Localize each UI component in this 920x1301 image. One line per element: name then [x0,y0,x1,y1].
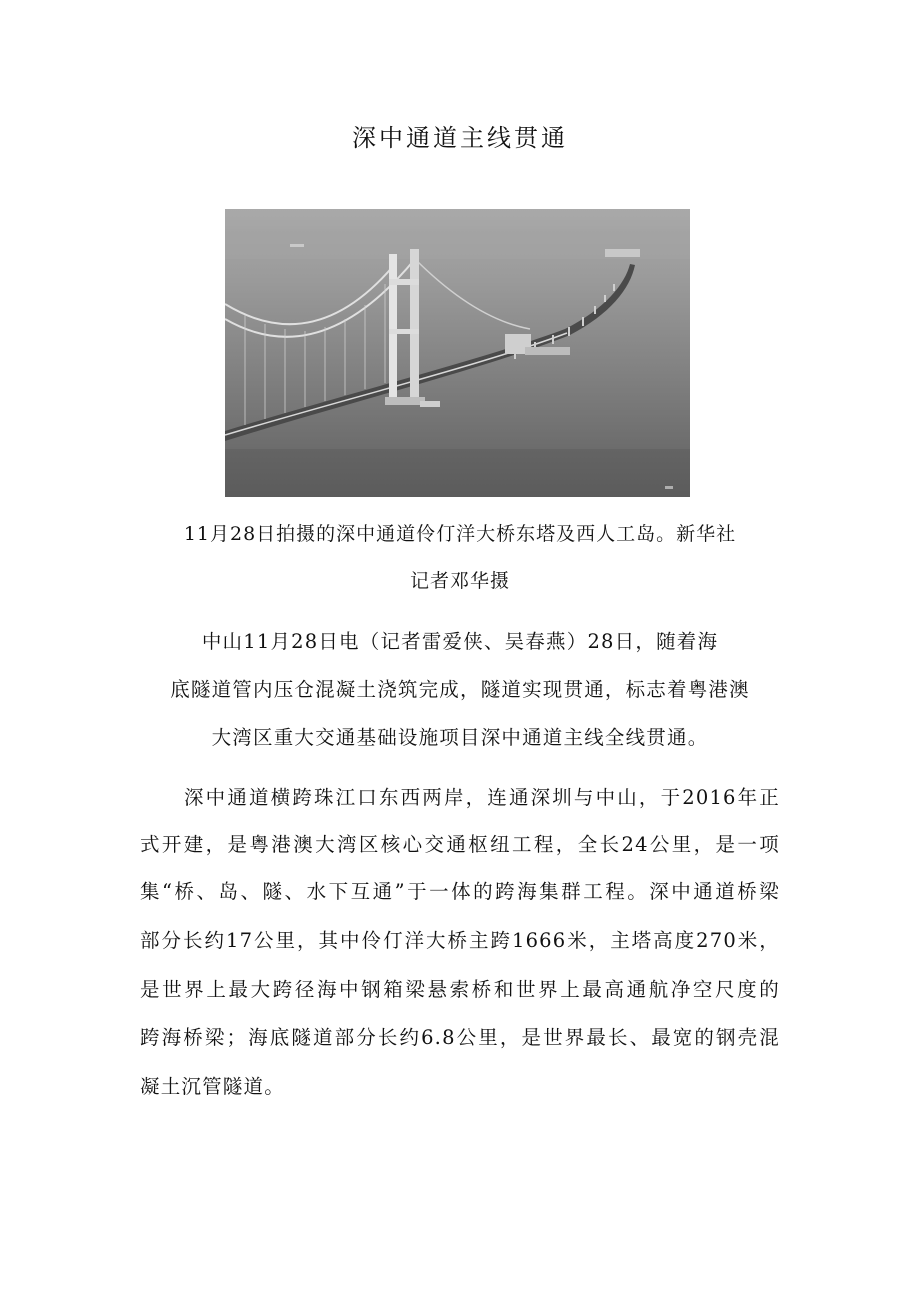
page-title: 深中通道主线贯通 [352,124,568,152]
photo-caption-line-2: 记者邓华摄 [409,570,510,592]
lead-paragraph-line-2: 底隧道管内压仓混凝土浇筑完成，隧道实现贯通，标志着粤港澳 [170,678,750,701]
body-paragraph-line-6: 跨海桥梁；海底隧道部分长约6.8公里，是世界最长、最宽的钢壳混 [140,1026,780,1049]
photo-caption-line-1: 11月28日拍摄的深中通道伶仃洋大桥东塔及西人工岛。新华社 [183,523,737,545]
body-paragraph-line-4: 部分长约17公里，其中伶仃洋大桥主跨1666米，主塔高度270米， [140,929,780,952]
body-paragraph-line-5: 是世界上最大跨径海中钢箱梁悬索桥和世界上最高通航净空尺度的 [140,978,780,1001]
lead-paragraph-line-1: 中山11月28日电（记者雷爱侠、吴春燕）28日，随着海 [201,630,719,653]
body-paragraph-line-1: 深中通道横跨珠江口东西两岸，连通深圳与中山，于2016年正 [184,786,780,809]
lead-paragraph-line-3: 大湾区重大交通基础设施项目深中通道主线全线贯通。 [211,726,709,749]
body-paragraph-line-7: 凝土沉管隧道。 [140,1075,285,1098]
bridge-photo [225,209,690,497]
body-paragraph-line-2: 式开建，是粤港澳大湾区核心交通枢纽工程，全长24公里，是一项 [140,833,780,856]
body-paragraph-line-3: 集“桥、岛、隧、水下互通”于一体的跨海集群工程。深中通道桥梁 [140,880,780,903]
